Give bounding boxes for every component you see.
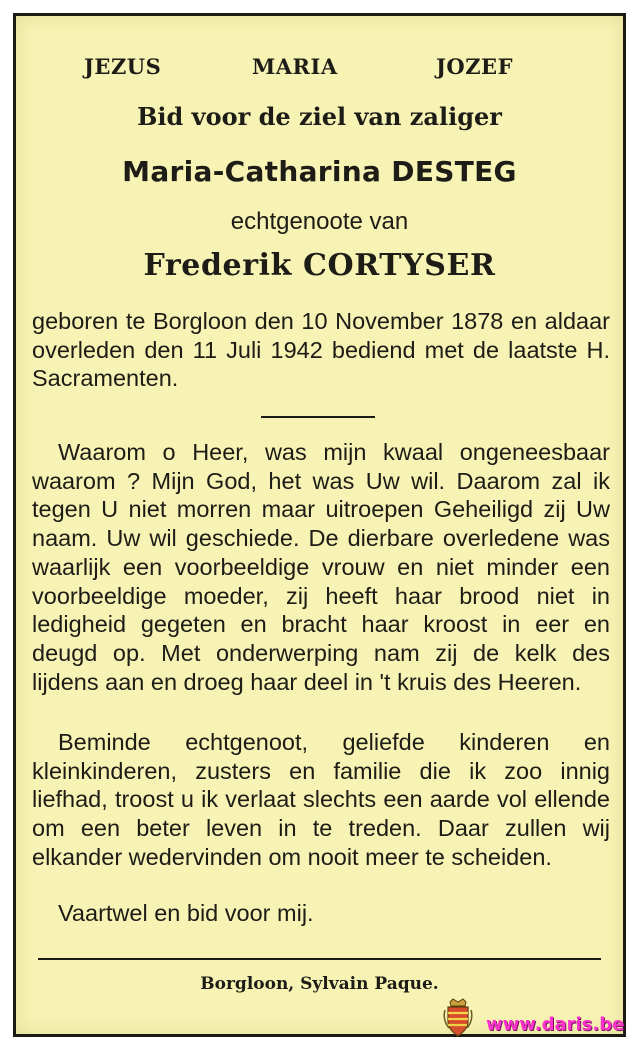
spouse-label: echtgenoote van [230, 208, 409, 235]
printer-credit: Borgloon, Sylvain Paque. [200, 974, 439, 994]
prayer-line: Bid voor de ziel van zaliger [137, 102, 502, 131]
footer-rule [38, 958, 601, 960]
reflection-paragraph: Waarom o Heer, was mijn kwaal ongeneesbaar waarom ? Mijn God, het was Uw wil. Daarom zal ik tegen U niet morren maar uitroepen Geheiligd zij Uw naam. Uw wil geschiede. De dierbare overledene was waarlijk een voorbeeldige vrouw en niet minder een voorbeeldige moeder, zij heeft haar brood niet in ledigheid gegeten en bracht haar kroost in eer en deugd op. Met onderwerping nam zij de kelk des lijdens aan en droeg haar deel in 't kruis des Heeren. [32, 439, 610, 695]
biography-paragraph [32, 307, 610, 393]
holy-name-jezus: JEZUS [84, 54, 162, 79]
watermark-url: www.daris.be [486, 1014, 625, 1035]
closing-paragraph [32, 899, 610, 928]
farewell-text: Beminde echtgenoot, geliefde kinderen en kleinkinderen, zusters en familie die ik zoo innig liefhad, troost u ik verlaat slechts een aarde vol ellende om een beter leven in te treden. Daar zullen wij elkander wedervinden om nooit meer te scheiden. [32, 729, 610, 870]
holy-name-jozef: JOZEF [436, 54, 513, 79]
heraldic-crest-icon [443, 998, 473, 1038]
biography-text: geboren te Borgloon den 10 November 1878 en aldaar overleden den 11 Juli 1942 bediend met de laatste H. Sacramenten. [32, 308, 610, 392]
section-divider [261, 416, 375, 418]
memorial-card [13, 13, 626, 1037]
holy-name-maria: MARIA [252, 54, 338, 79]
holy-names-row [16, 54, 623, 84]
deceased-name: Maria-Catharina DESTEG [122, 155, 517, 188]
spouse-name: Frederik CORTYSER [143, 248, 496, 283]
closing-text: Vaartwel en bid voor mij. [58, 900, 314, 926]
farewell-paragraph [32, 728, 610, 872]
